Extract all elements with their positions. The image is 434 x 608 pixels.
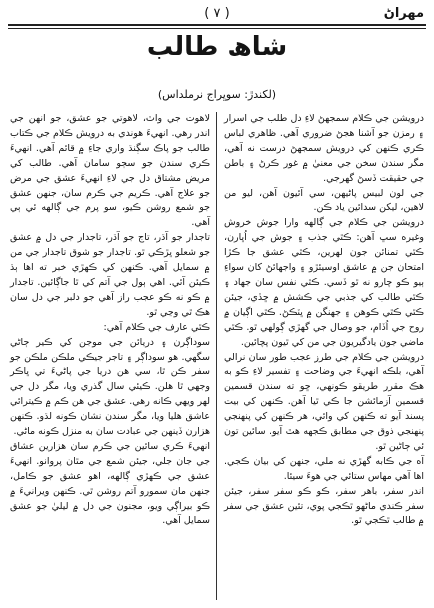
paragraph: درويشن جي ڪلام سمجھڻ لاءِ دل طلب جي اسرار ۽ رمزن جو آشنا هجڻ ضروري آهي. ظاهري لباس ڪري ڪنهن کي درويش سمجھڻ درست نه آهي، مگر سندن سخن جي معنيٰ ۾ غور ڪرڻ ۽ باطن جي حقيقت ڏسڻ گهرجي. bbox=[224, 113, 424, 184]
paragraph: آه جي ڪابه گهڙي نه ملي، جنهن کي بيان ڪجي. اها آهي مهاس ستائي جي هوءَ سيئا. bbox=[224, 455, 424, 482]
column-divider bbox=[216, 112, 217, 600]
paragraph: سوداڳرن ۽ دريائن جي موجن کي ڪير ڄاڻي سگهي. هو سوداڳر ۽ تاجر جيڪي ملڪن ملڪن جو سفر ڪن ٿا، سي هن دريا جي پاڻيءَ تي ڀاڪر وجهي ٿا هلن. ڪيئي سال گذري ويا، مگر دل جي لهر ويهي ڪانه رهي. عشق جي هن ڪم ۾ ڪيترائي عاشق هليا ويا، مگر سندن نشان ڪونه لڌو. ڪنهن هزارن ڏينهن جي عبادت سان به منزل ڪونه ماڻي. bbox=[10, 336, 210, 438]
header-rule-thick bbox=[8, 24, 426, 26]
paragraph: تاجدار جو آڌر، تاج جو آڌر، تاجدار جي دل ۾ عشق جو شعلو ڀڙڪي ٿو. تاجدار جو شوق تاجدار جي من ۾ سمايل آهي. ڪنهن کي ڪهڙي خبر ته اها ٻڌ ڪيئن آئي. اهي ٻول جي آتم کي ٿا جاڳائين. تاجدار ۾ ڪو نه ڪو عجب راز آهي جو دلبر جي دل سان هڪ ٿي وڃي ٿو. bbox=[10, 232, 210, 318]
right-column bbox=[224, 112, 424, 529]
paragraph: اندر سفر، باهر سفر، ڪو ڪو سفر سفر، جيئن سفر ڪندي ماڻهو ٿڪجي پوي، تئين عشق جي سفر ۾ طالب ٿڪجي ٿو. bbox=[224, 485, 424, 527]
paragraph: درويشن جي ڪلام جي طرز عجب طور سان نرالي آهي، بلڪه انهيءَ جي وضاحت ۽ تفسير لاءِ ڪو به هڪ مقرر طريقو ڪونهي، ڇو ته سندن قسمين قسمين آزمائشن جا ڪي ٿيا آهن. ڪنهن کي بيت پسند آيو ته ڪنهن کي وائي، هر ڪنهن کي پنهنجي پنهنجي ذوق جي مطابق ڪجهه هٿ آيو. سائين تون ئي ڄاڻين ٿو. bbox=[224, 351, 424, 452]
article-title: شاھ طالب bbox=[146, 32, 288, 62]
paragraph: جي لون لبيس پاڻيھن، سي آئيون آهن، ليو من لاهين، ليکن سدائين ياد ڪن. bbox=[224, 187, 424, 214]
article-author: (لکندڙ: سوڀراج نرملداس) bbox=[157, 88, 277, 101]
paragraph: انهيءَ ڪري سائين جي ڪرم سان هزارين عشاق جي جان جلي، جيئن شمع جي مٿان پروانو. انهيءَ عشق جي ڪهڙي ڳالهه، اهو عشق جو ڪامل، جنهن مان سمورو آتم روشن ٿي. ڪنهن ويرانيءَ ۾ ڪو بيراڳي ويو، مجنون جي دل ۾ ليليٰ جو عشق سمايل آهي. bbox=[10, 440, 210, 527]
paragraph: ڪٿي عارف جي ڪلام آهي: bbox=[103, 321, 210, 333]
journal-title: مهراڻ bbox=[383, 6, 424, 21]
page-number: ( ٧ ) bbox=[204, 6, 230, 21]
header-rule-thin bbox=[8, 28, 426, 29]
paragraph: لاهوت جي واٽ، لاهوتي جو عشق، جو انهن جي اندر رهي. انهيءَ هوندي به درويش ڪلام جي ڪتاب طالب جو پاڪ سڳنڌ واري جاءِ ۾ قائم آهي. انهيءَ ڪري سندن جو سڄو سامان آهي. طالب کي مريض مشتاق دل جي لاءِ انهيءَ عشق جي مرض جو علاج آهي. ڪريم جي ڪرم سان، جنهن عشق جو شمع روشن ڪيو، سو پرم جي ڳالهه ئي ٻي آهي. bbox=[10, 113, 210, 229]
paragraph: درويشن جي ڪلام جي ڳالهه وارا جوش خروش وغيره سڀ آهن: ڪٿي جذب ۽ جوش جي اُڀارن، ڪٿي تمنائن جون لهرين، ڪٿي عشق جا ڪڙا امتحان جن ۾ عاشق اوسيئڙو ۽ واجهائڻ کان سواءِ ٻيو ڪو چارو نه ٿو ڏسي. ڪٿي نفس سان جهاد ۽ ڪٿي طالب کي جذبي جي ڪشش ۾ ڇڏي، جيئن ڪٿي ڪٿي ڪوهن ۽ جهنگن ۾ ڀٽڪڻ. ڪٿي اڳيان ۾ روح جي اُڏام، جو وصال جي گهڙي ڳولهي ٿو. ڪٿي ماضي جون يادگيريون جي من کي ٿيون پچائين. bbox=[224, 217, 424, 348]
left-column bbox=[10, 112, 210, 529]
